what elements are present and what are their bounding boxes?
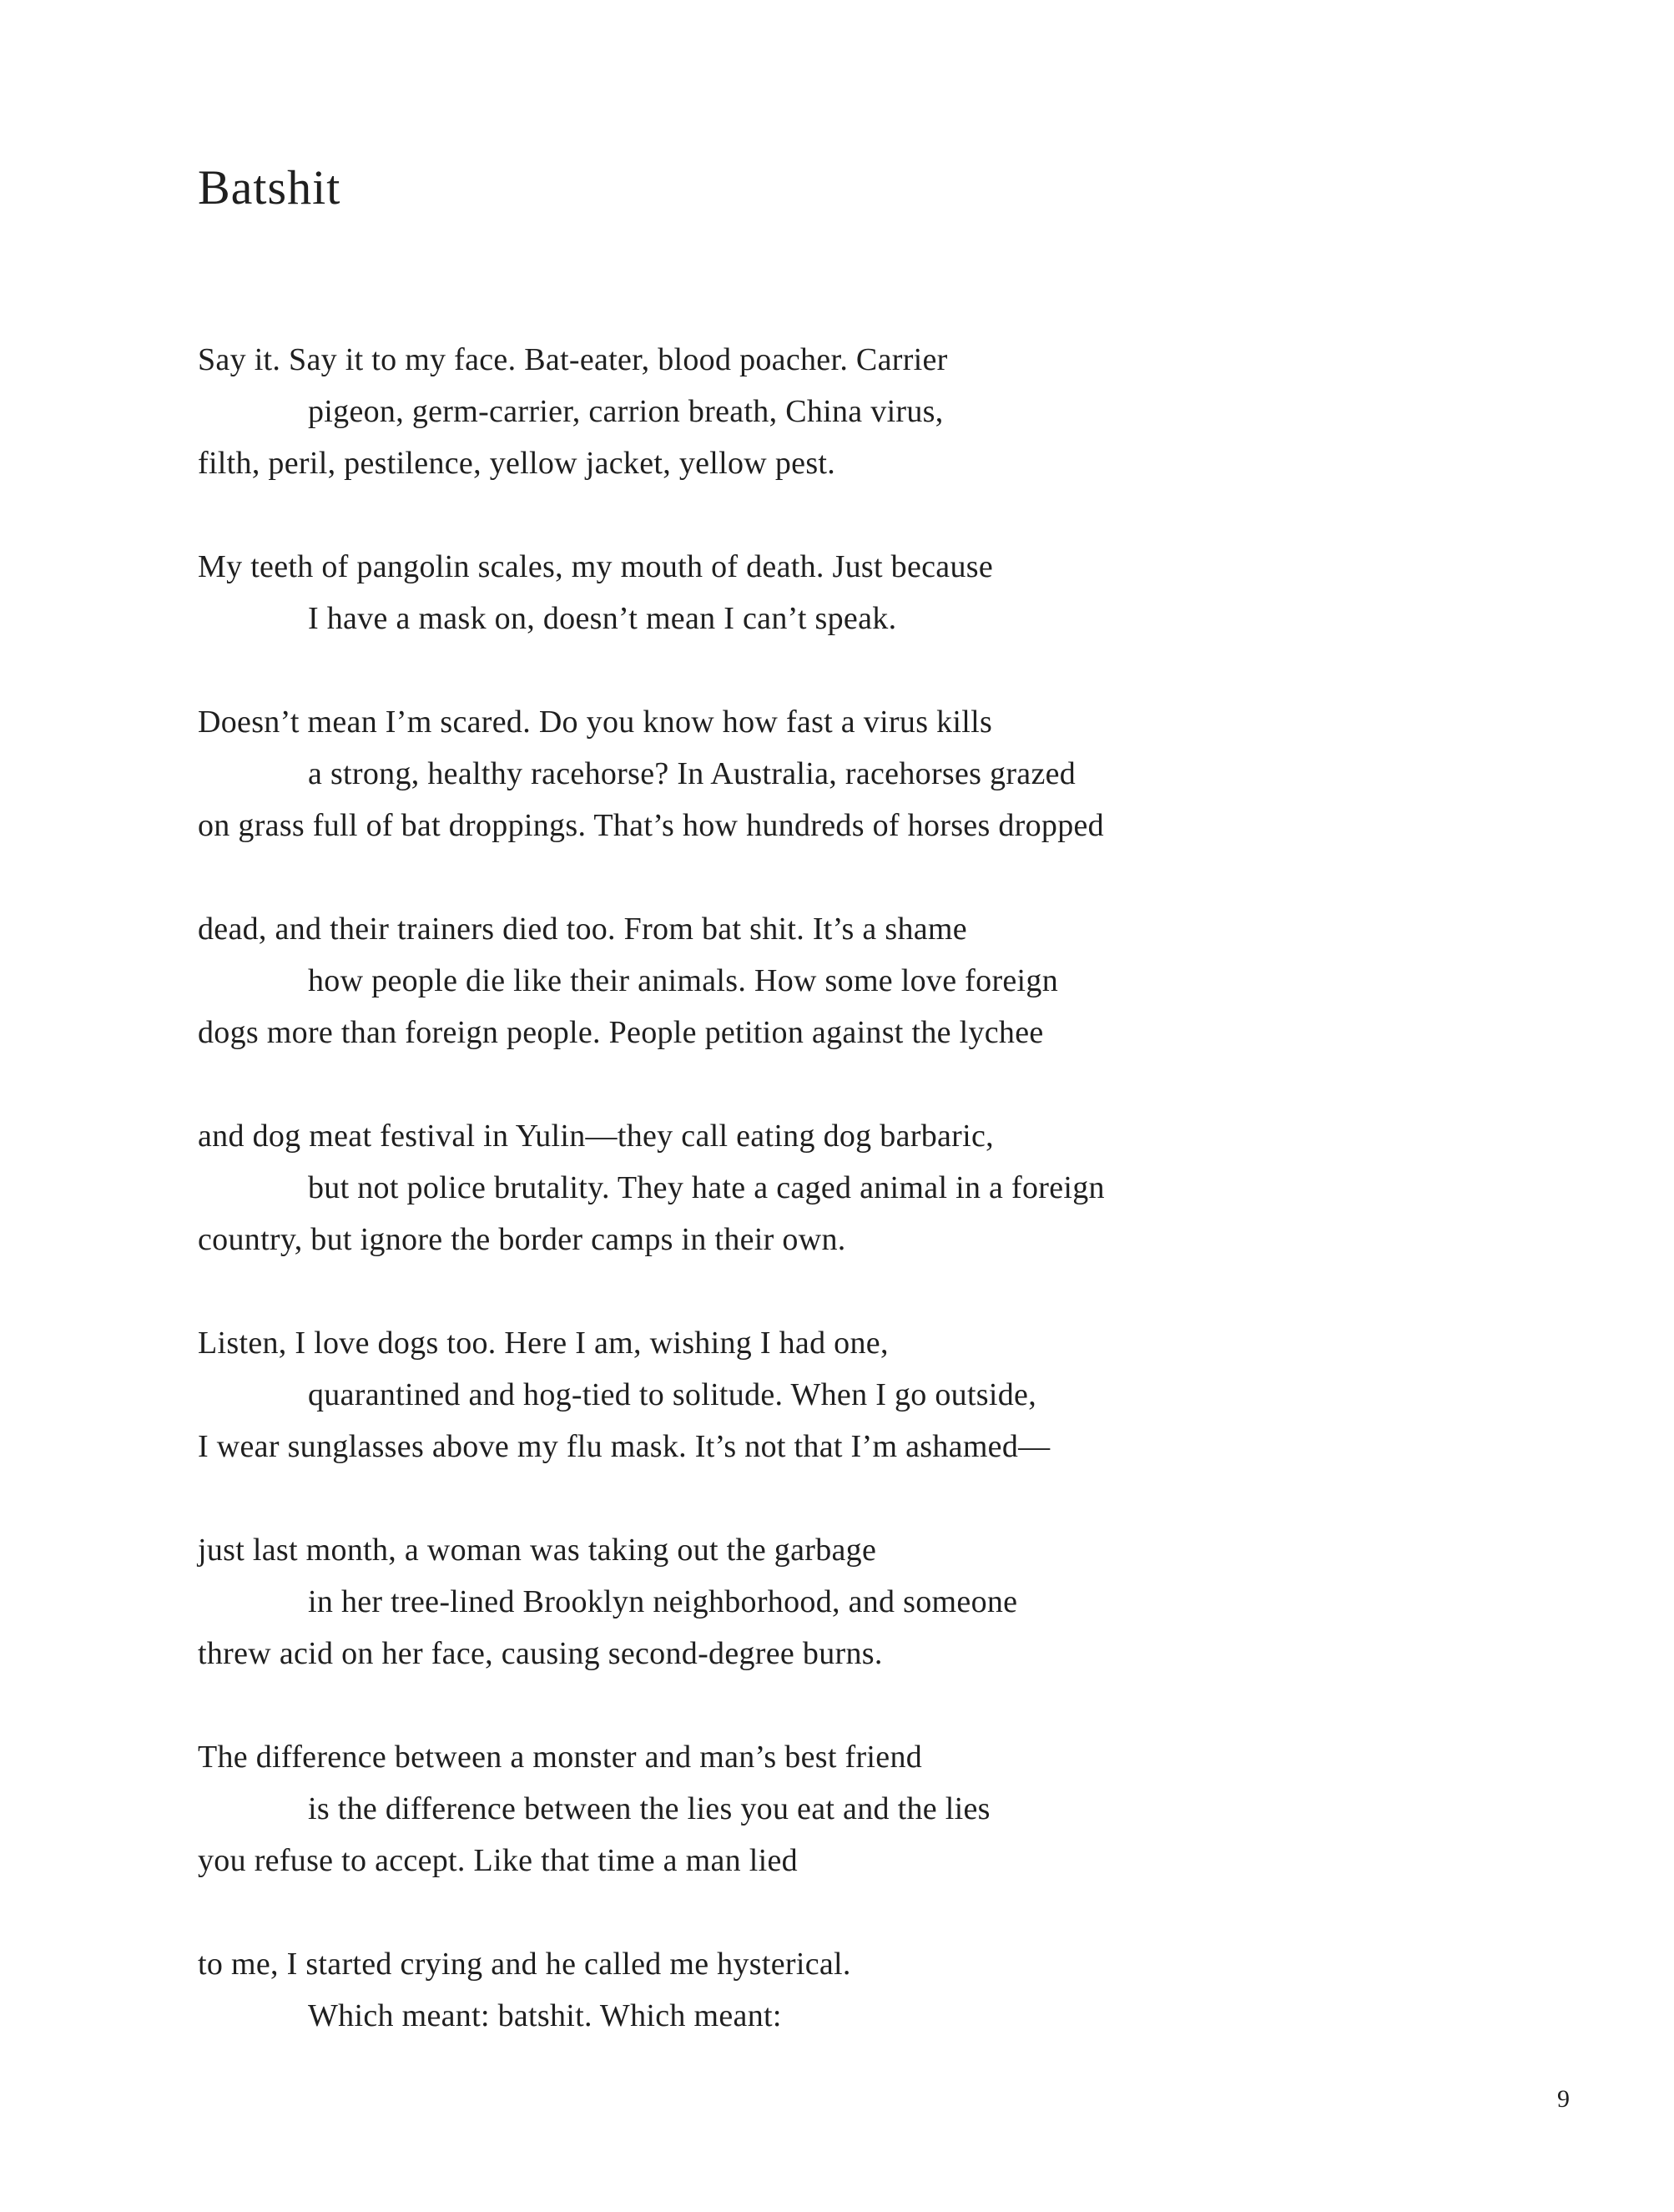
poem-line: but not police brutality. They hate a caged animal in a foreign [308, 1170, 1105, 1205]
poem-line: country, but ignore the border camps in their own. [198, 1222, 846, 1257]
poem-line: The difference between a monster and man’s best friend [198, 1740, 923, 1775]
poem-line: Doesn’t mean I’m scared. Do you know how fast a virus kills [198, 705, 993, 740]
poem-line: threw acid on her face, causing second-degree burns. [198, 1636, 883, 1671]
poem-line: pigeon, germ-carrier, carrion breath, China virus, [308, 394, 944, 429]
poem-line: just last month, a woman was taking out the garbage [198, 1533, 877, 1568]
stanza [198, 1110, 1450, 1265]
poem-line: dogs more than foreign people. People petition against the lychee [198, 1015, 1044, 1050]
stanza [198, 1731, 1450, 1886]
poem-line: filth, peril, pestilence, yellow jacket, yellow pest. [198, 446, 836, 481]
page-number: 9 [1557, 2085, 1570, 2113]
stanza [198, 1524, 1450, 1679]
poem-line: how people die like their animals. How some love foreign [308, 963, 1059, 998]
poem-line: is the difference between the lies you eat and the lies [308, 1791, 991, 1826]
poem-line: to me, I started crying and he called me hysterical. [198, 1947, 851, 1982]
poem-line: on grass full of bat droppings. That’s how hundreds of horses dropped [198, 808, 1104, 843]
poem-line: and dog meat festival in Yulin—they call eating dog barbaric, [198, 1119, 994, 1154]
poem-line: I wear sunglasses above my flu mask. It’s not that I’m ashamed— [198, 1429, 1051, 1464]
stanza [198, 903, 1450, 1058]
poem-line: Listen, I love dogs too. Here I am, wishing I had one, [198, 1326, 889, 1361]
poem-line: I have a mask on, doesn’t mean I can’t speak. [308, 601, 897, 636]
poem-line: quarantined and hog-tied to solitude. When I go outside, [308, 1377, 1037, 1412]
stanza [198, 1938, 1450, 2042]
poem-line: Say it. Say it to my face. Bat-eater, blood poacher. Carrier [198, 342, 948, 377]
poem-line: in her tree-lined Brooklyn neighborhood, and someone [308, 1584, 1018, 1619]
poem-body [198, 334, 1450, 2093]
poem-title: Batshit [198, 160, 341, 215]
poem-line: you refuse to accept. Like that time a man lied [198, 1843, 798, 1878]
stanza [198, 696, 1450, 851]
poem-line: Which meant: batshit. Which meant: [308, 1998, 782, 2033]
stanza [198, 1317, 1450, 1472]
poem-line: My teeth of pangolin scales, my mouth of death. Just because [198, 549, 994, 584]
stanza [198, 541, 1450, 644]
poem-line: dead, and their trainers died too. From bat shit. It’s a shame [198, 912, 967, 947]
stanza [198, 334, 1450, 489]
poem-line: a strong, healthy racehorse? In Australia, racehorses grazed [308, 756, 1077, 791]
